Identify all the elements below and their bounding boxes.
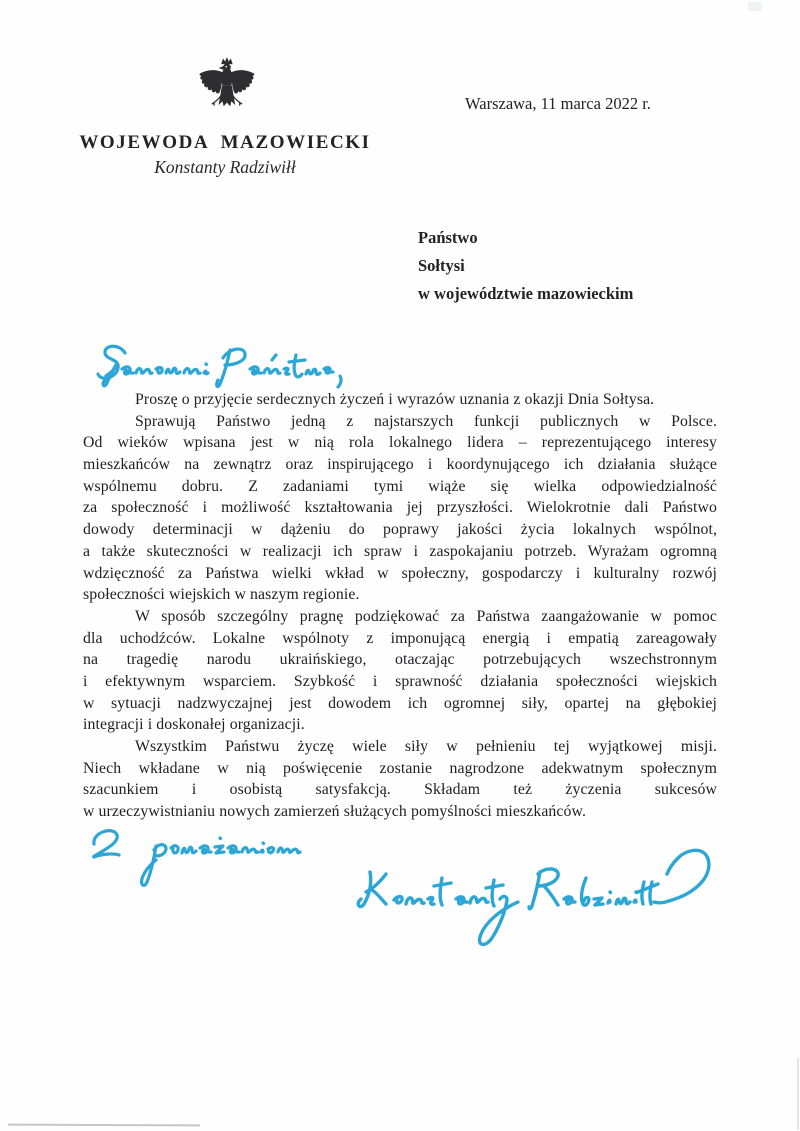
- body-line: mieszkańców na zewnątrz oraz inspirującego i koordynującego ich działania służące: [83, 456, 717, 474]
- body-line: W sposób szczególny pragnę podziękować za Państwa zaangażowanie w pomoc: [135, 607, 717, 625]
- body-line: i efektywnym wsparciem. Szybkość i sprawność działania społeczności wiejskich: [83, 672, 717, 690]
- body-line: a także skuteczności w realizacji ich spraw i zaspokajaniu potrzeb. Wyrażam ogromną: [83, 542, 717, 560]
- letterhead: [60, 54, 390, 178]
- body-line: integracji i doskonałej organizacji.: [83, 716, 305, 734]
- body-line: w sytuacji nadzwyczajnej jest dowodem ich ogromnej siły, opartej na głębokiej: [83, 694, 717, 712]
- body-line: w urzeczywistnianiu nowych zamierzeń służących pomyślności mieszkańców.: [83, 803, 587, 821]
- body-line: Sprawują Państwo jedną z najstarszych funkcji publicznych w Polsce.: [135, 412, 717, 430]
- body-line: dla uchodźców. Lokalne wspólnoty z imponującą energią i empatią zareagowały: [83, 629, 717, 647]
- recipient-line: w województwie mazowieckim: [418, 284, 634, 303]
- body-line: Wszystkim Państwu życzę wiele siły w pełnieniu tej wyjątkowej misji.: [135, 738, 717, 755]
- body-line: Od wieków wpisana jest w nią rola lokalnego lidera – reprezentującego interesy: [83, 434, 717, 452]
- scan-artifact-right-edge: [797, 1058, 799, 1130]
- body-line: na tragedię narodu ukraińskiego, otaczając potrzebujących wszechstronnym: [83, 651, 717, 669]
- body-line: wdzięczność za Państwa wielki wkład w społeczny, gospodarczy i kulturalny rozwój: [83, 564, 717, 582]
- recipient-line: Państwo: [418, 228, 478, 247]
- office-title: WOJEWODA MAZOWIECKI: [79, 132, 371, 153]
- body-line: Niech wkładane w nią poświęcenie zostanie nagrodzone adekwatnym społecznym: [83, 759, 717, 777]
- handwritten-closing: [70, 822, 362, 908]
- body-line: Proszę o przyjęcie serdecznych życzeń i wyrazów uznania z okazji Dnia Sołtysa.: [135, 391, 655, 408]
- body-line: za społeczność i możliwość kształtowania jej przyszłości. Wielokrotnie dali Państwo: [83, 499, 717, 517]
- scan-artifact-speck: [748, 2, 762, 11]
- body-line: wspólnemu dobru. Z zadaniami tymi wiąże się wielka odpowiedzialność: [83, 477, 717, 495]
- letter-body: [83, 389, 717, 823]
- handwritten-greeting: [92, 340, 392, 396]
- scan-artifact-bottom-line: [8, 1124, 200, 1127]
- recipient-line: Sołtysi: [418, 256, 465, 275]
- recipient-block: [418, 224, 633, 308]
- office-holder-name: Konstanty Radziwiłł: [154, 157, 296, 177]
- handwritten-signature: [348, 842, 720, 977]
- body-line: społeczności wiejskich w naszym regionie.: [83, 586, 360, 604]
- polish-eagle-emblem: [193, 54, 257, 128]
- body-line: szacunkiem i osobistą satysfakcją. Składam też życzenia sukcesów: [83, 781, 717, 799]
- dateline: Warszawa, 11 marca 2022 r.: [465, 94, 651, 113]
- body-line: dowody determinacji w dążeniu do poprawy jakości życia lokalnych wspólnot,: [83, 521, 717, 539]
